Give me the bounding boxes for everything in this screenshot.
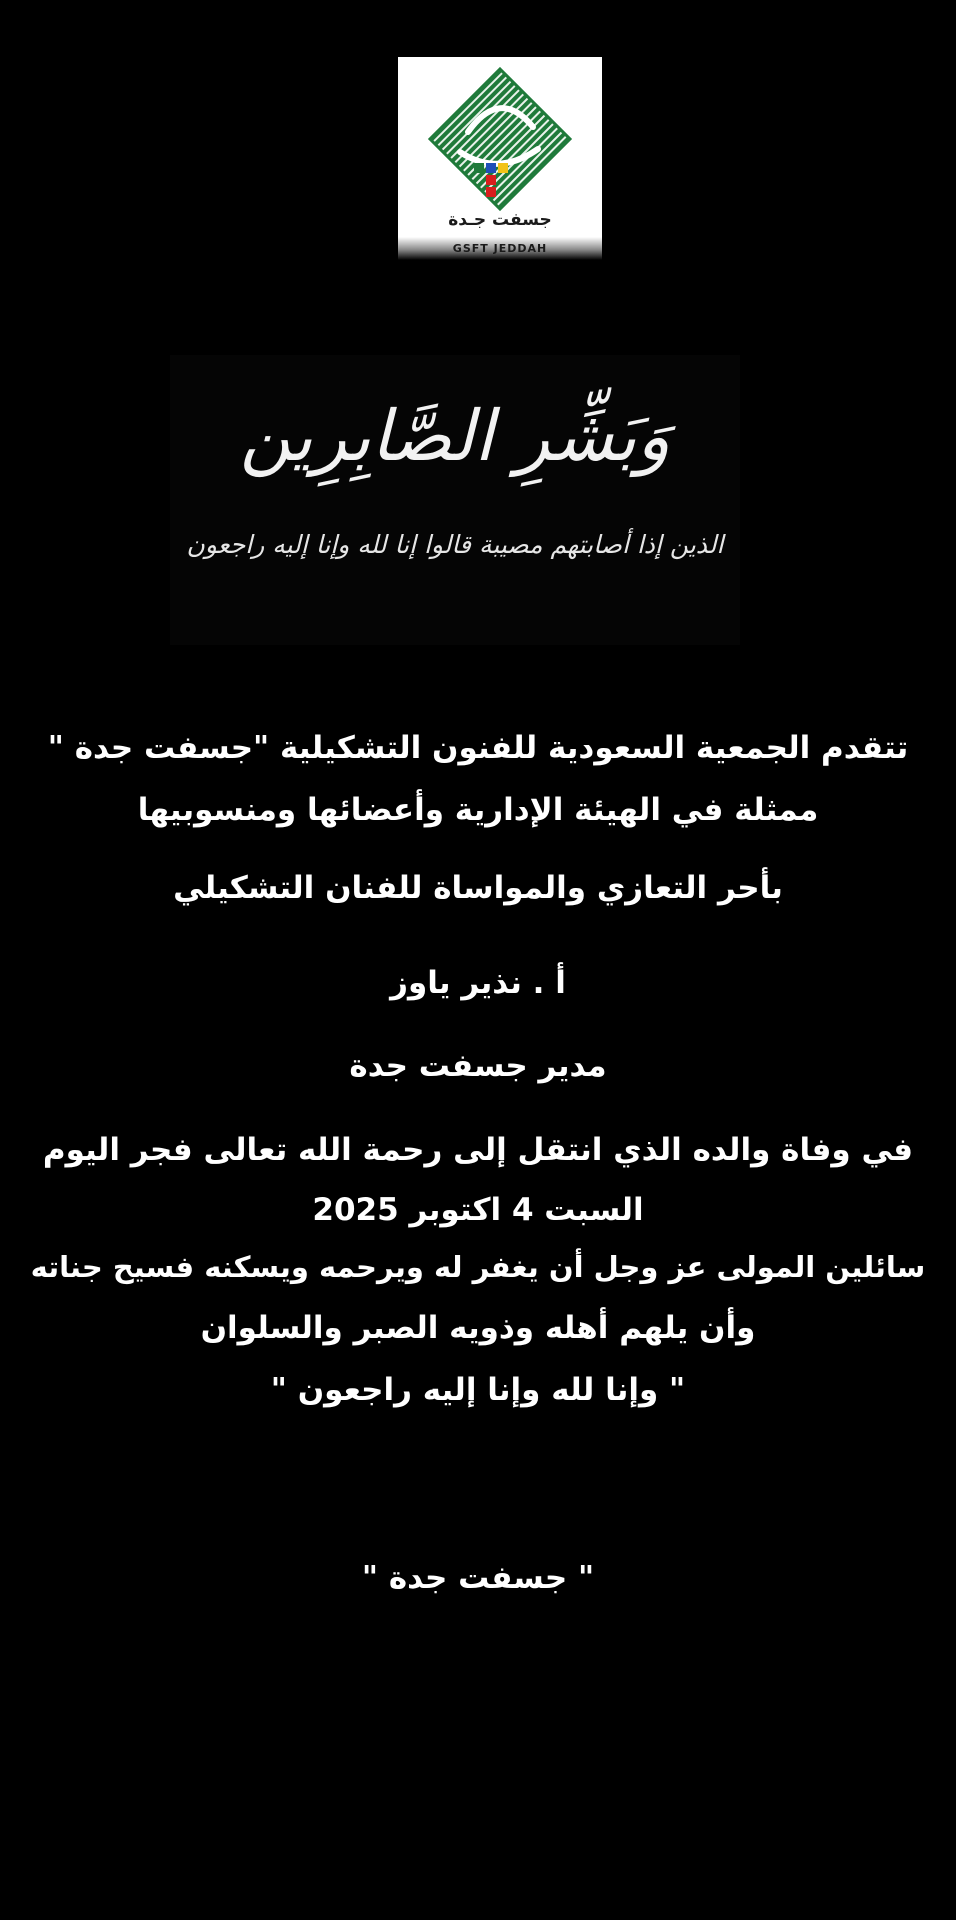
- calligraphy-verse: الذين إذا أصابتهم مصيبة قالوا إنا لله وإنا إليه راجعون: [186, 530, 724, 559]
- calligraphy-title: وَبَشِّرِ الصَّابِرِين: [239, 395, 671, 477]
- person-title: مدير جسفت جدة: [349, 1048, 607, 1084]
- body-line-4: وأن يلهم أهله وذويه الصبر والسلوان: [200, 1310, 756, 1346]
- body-line-1: في وفاة والده الذي انتقل إلى رحمة الله تعالى فجر اليوم: [42, 1132, 914, 1168]
- body-line-5: " وإنا لله وإنا إليه راجعون ": [270, 1372, 686, 1408]
- body-line-3: سائلين المولى عز وجل أن يغفر له ويرحمه ويسكنه فسيح جناته: [30, 1250, 926, 1284]
- intro-line-2: ممثلة في الهيئة الإدارية وأعضائها ومنسوبيها: [137, 792, 819, 828]
- gsft-jeddah-logo: [398, 57, 602, 260]
- logo-name-arabic: جسفت جـدة: [448, 210, 552, 230]
- calligraphy-panel: [170, 355, 740, 645]
- intro-line-3: بأحر التعازي والمواساة للفنان التشكيلي: [173, 870, 783, 906]
- logo-name-english: GSFT JEDDAH: [398, 237, 602, 260]
- logo-emblem: [398, 57, 602, 217]
- signature: " جسفت جدة ": [361, 1560, 595, 1596]
- intro-line-1: تتقدم الجمعية السعودية للفنون التشكيلية "جسفت جدة ": [47, 730, 909, 766]
- body-line-2: السبت 4 اكتوبر 2025: [312, 1192, 644, 1228]
- person-name: أ . نذير ياوز: [390, 965, 566, 1001]
